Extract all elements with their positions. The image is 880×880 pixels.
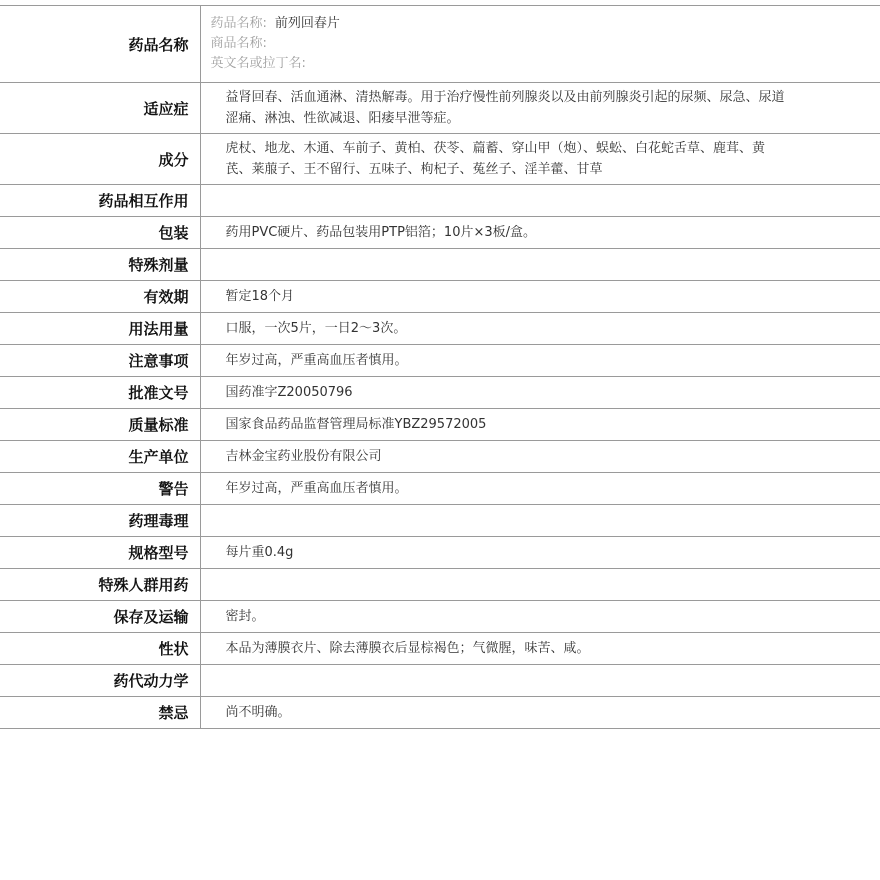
row-value: 吉林金宝药业股份有限公司 xyxy=(225,449,382,464)
row-label: 特殊剂量 xyxy=(0,249,200,281)
table-row-pharmacokinetics xyxy=(0,665,880,697)
table-row-pharmacology xyxy=(0,505,880,537)
english-name-line xyxy=(211,54,880,74)
generic-name-line xyxy=(211,14,880,34)
table-row-shelf-life xyxy=(0,281,880,313)
table-row-packaging xyxy=(0,217,880,249)
table-row-dosage xyxy=(0,313,880,345)
table-row-quality-standard xyxy=(0,409,880,441)
row-label: 有效期 xyxy=(0,281,200,313)
row-value: 年岁过高，严重高血压者慎用。 xyxy=(225,353,408,368)
row-label: 性状 xyxy=(0,633,200,665)
row-label: 适应症 xyxy=(0,83,200,134)
table-row-interactions xyxy=(0,185,880,217)
row-value: 暂定18个月 xyxy=(225,289,295,304)
table-row-appearance xyxy=(0,633,880,665)
trade-name-line xyxy=(211,34,880,54)
generic-name-value: 前列回春片 xyxy=(274,16,340,31)
row-value: 本品为薄膜衣片、除去薄膜衣后显棕褐色；气微腥，味苦、咸。 xyxy=(225,641,590,656)
row-label: 药代动力学 xyxy=(0,665,200,697)
row-label: 批准文号 xyxy=(0,377,200,409)
row-label: 药理毒理 xyxy=(0,505,200,537)
row-label: 保存及运输 xyxy=(0,601,200,633)
table-row-contraindications xyxy=(0,697,880,729)
row-label: 特殊人群用药 xyxy=(0,569,200,601)
row-label: 成分 xyxy=(0,134,200,185)
table-row-specification xyxy=(0,537,880,569)
english-name-key: 英文名或拉丁名: xyxy=(210,56,306,71)
row-value: 尚不明确。 xyxy=(225,705,291,720)
table-row-storage xyxy=(0,601,880,633)
row-value: 药用PVC硬片、药品包装用PTP铝箔；10片×3板/盒。 xyxy=(225,225,537,240)
row-value xyxy=(200,249,880,281)
table-row-precautions xyxy=(0,345,880,377)
row-label: 规格型号 xyxy=(0,537,200,569)
table-row-manufacturer xyxy=(0,441,880,473)
row-value: 密封。 xyxy=(225,609,265,624)
table-row-approval-number xyxy=(0,377,880,409)
drug-name-values xyxy=(200,6,880,83)
row-label: 注意事项 xyxy=(0,345,200,377)
row-value: 每片重0.4g xyxy=(225,545,294,560)
row-label: 生产单位 xyxy=(0,441,200,473)
generic-name-key: 药品名称: xyxy=(210,16,267,31)
row-label: 用法用量 xyxy=(0,313,200,345)
row-value xyxy=(200,505,880,537)
row-value: 虎杖、地龙、木通、车前子、黄柏、茯苓、萹蓄、穿山甲（炮）、蜈蚣、白花蛇舌草、鹿茸、黄芪、莱菔子、王不留行、五味子、枸杞子、菟丝子、淫羊藿、甘草 xyxy=(225,141,766,177)
row-value: 益肾回春、活血通淋、清热解毒。用于治疗慢性前列腺炎以及由前列腺炎引起的尿频、尿急、尿道涩痛、淋浊、性欲减退、阳痿早泄等症。 xyxy=(225,90,785,126)
table-row-ingredients xyxy=(0,134,880,185)
table-row-drug-name xyxy=(0,6,880,83)
row-label: 质量标准 xyxy=(0,409,200,441)
table-row-special-populations xyxy=(0,569,880,601)
row-value xyxy=(200,665,880,697)
row-value: 年岁过高，严重高血压者慎用。 xyxy=(225,481,408,496)
row-value: 国家食品药品监督管理局标准YBZ29572005 xyxy=(225,417,487,432)
row-value xyxy=(200,569,880,601)
row-label: 禁忌 xyxy=(0,697,200,729)
row-value: 口服，一次5片，一日2～3次。 xyxy=(225,321,407,336)
drug-spec-table xyxy=(0,5,880,729)
row-label: 药品名称 xyxy=(0,6,200,83)
table-row-special-dosage xyxy=(0,249,880,281)
row-label: 警告 xyxy=(0,473,200,505)
table-row-indications xyxy=(0,83,880,134)
table-row-warning xyxy=(0,473,880,505)
row-value xyxy=(200,185,880,217)
row-label: 药品相互作用 xyxy=(0,185,200,217)
row-value: 国药准字Z20050796 xyxy=(225,385,353,400)
trade-name-key: 商品名称: xyxy=(210,36,267,51)
row-label: 包装 xyxy=(0,217,200,249)
